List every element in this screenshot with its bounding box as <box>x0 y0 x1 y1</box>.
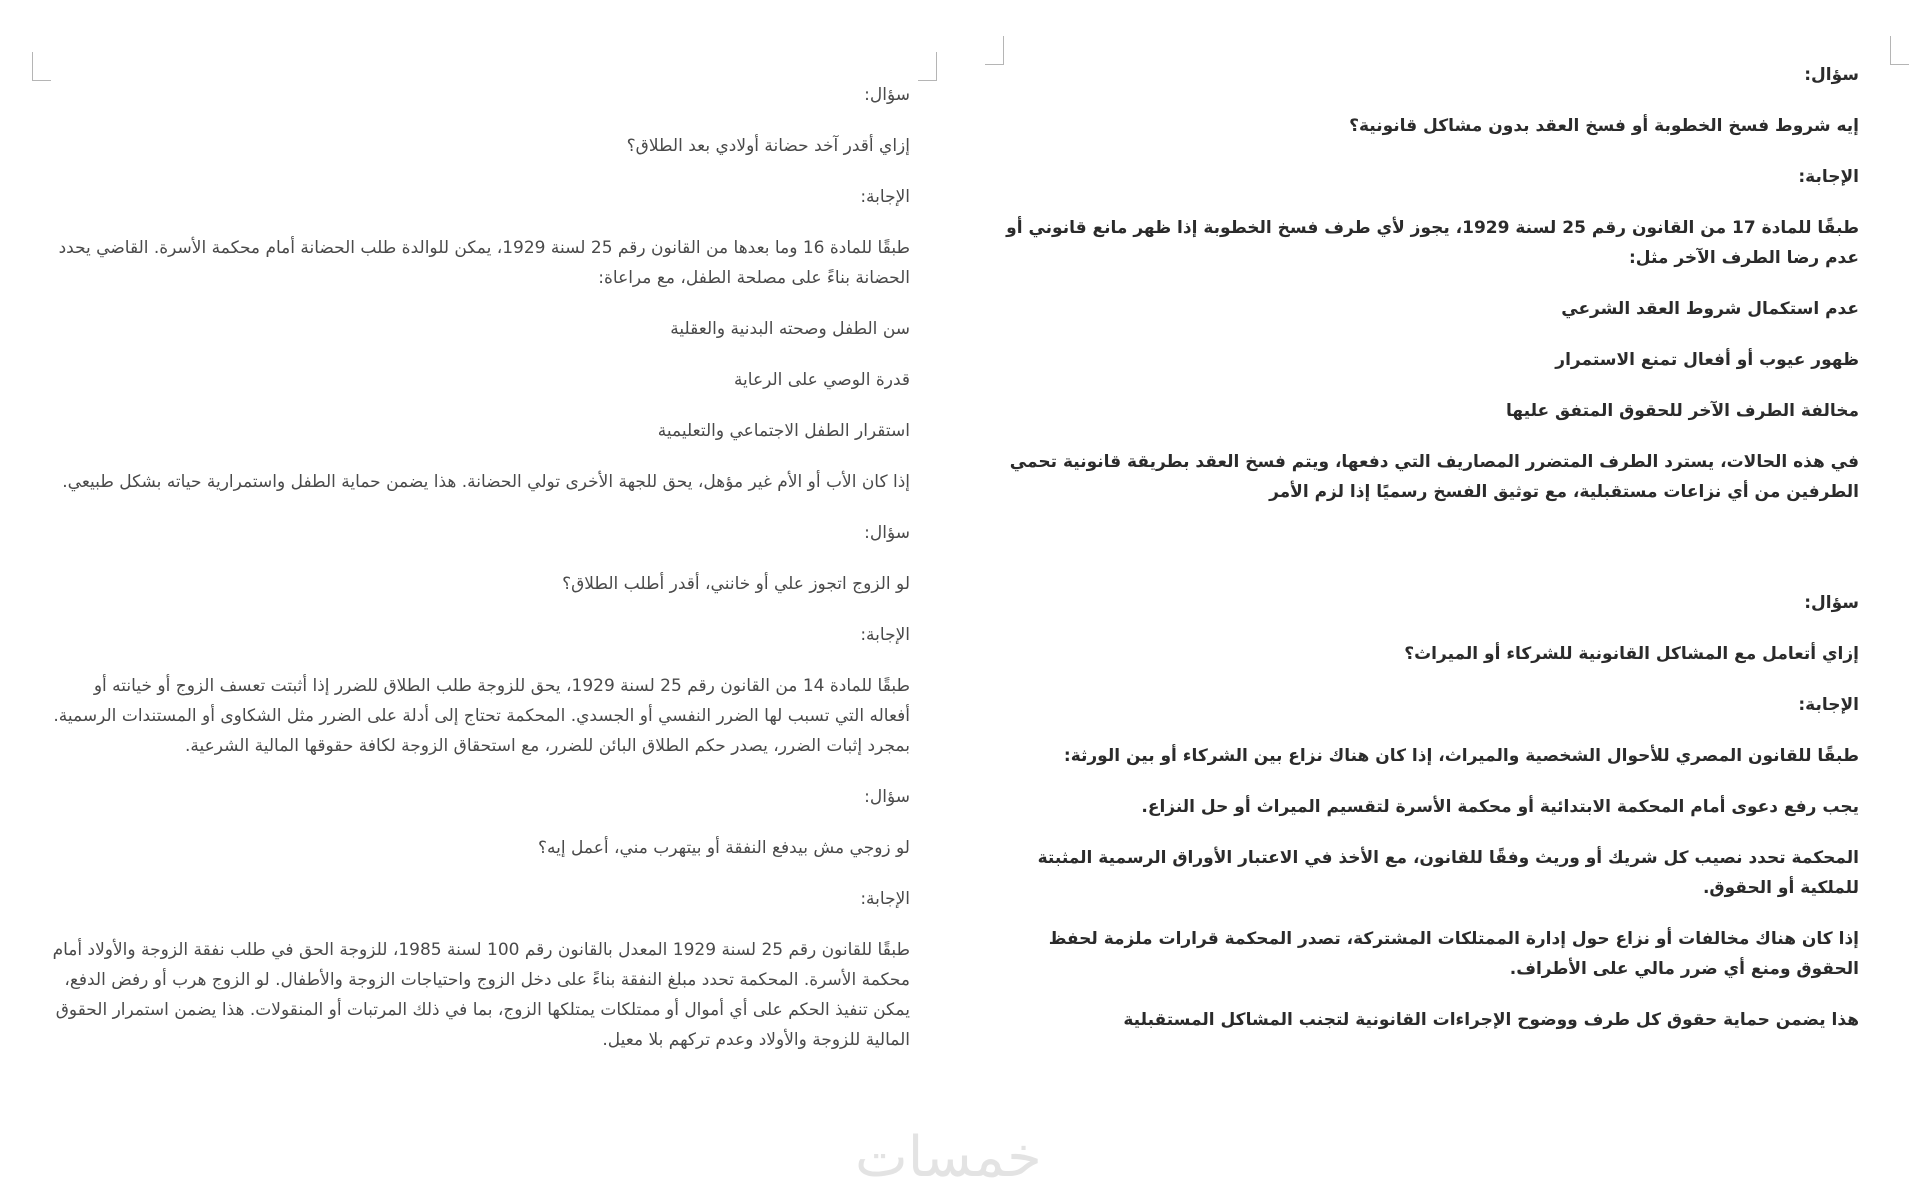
question-label: سؤال: <box>1804 65 1859 85</box>
question-text: لو الزوج اتجوز علي أو خانني، أقدر أطلب الطلاق؟ <box>562 574 910 594</box>
question-label: سؤال: <box>864 85 910 105</box>
answer-label: الإجابة: <box>1798 167 1859 187</box>
answer-item: استقرار الطفل الاجتماعي والتعليمية <box>657 421 910 441</box>
question-text: إيه شروط فسخ الخطوبة أو فسخ العقد بدون مشاكل قانونية؟ <box>1349 116 1859 136</box>
answer-intro: طبقًا للقانون المصري للأحوال الشخصية والميراث، إذا كان هناك نزاع بين الشركاء أو بين الورثة: <box>1063 746 1859 766</box>
page-text <box>995 60 1859 1056</box>
question-text: إزاي أتعامل مع المشاكل القانونية للشركاء أو الميراث؟ <box>1404 644 1859 664</box>
page-corner-marker <box>918 52 937 81</box>
answer-text: طبقًا للقانون رقم 25 لسنة 1929 المعدل بالقانون رقم 100 لسنة 1985، للزوجة الحق في طلب نفقة الزوجة والأولاد أمام محكمة الأسرة. المحكمة تحدد مبلغ النفقة بناءً على دخل الزوج واحتياجات الزوجة والأطفال. لو الزوج هرب أو رفض الدفع، يمكن تنفيذ الحكم على أي أموال أو ممتلكات يمتلكها الزوج، بما في ذلك المرتبات أو المنقولات. هذا يضمن استمرار الحقوق المالية للزوجة والأولاد وعدم تركهم بلا معيل. <box>52 940 910 1050</box>
answer-item: سن الطفل وصحته البدنية والعقلية <box>670 319 910 339</box>
answer-label: الإجابة: <box>1798 695 1859 715</box>
qa-block <box>48 80 910 497</box>
answer-item: إذا كان هناك مخالفات أو نزاع حول إدارة الممتلكات المشتركة، تصدر المحكمة قرارات ملزمة لحفظ الحقوق ومنع أي ضرر مالي على الأطراف. <box>1048 929 1859 979</box>
question-text: لو زوجي مش بيدفع النفقة أو بيتهرب مني، أعمل إيه؟ <box>538 838 910 858</box>
answer-intro: طبقًا للمادة 16 وما بعدها من القانون رقم 25 لسنة 1929، يمكن للوالدة طلب الحضانة أمام محكمة الأسرة. القاضي يحدد الحضانة بناءً على مصلحة الطفل، مع مراعاة: <box>58 238 910 288</box>
qa-block <box>995 588 1859 1035</box>
page-corner-marker <box>32 52 51 81</box>
answer-text: طبقًا للمادة 14 من القانون رقم 25 لسنة 1929، يحق للزوجة طلب الطلاق للضرر إذا أثبتت تعسف الزوج أو خيانته أو أفعاله التي تسبب لها الضرر النفسي أو الجسدي. المحكمة تحتاج إلى أدلة على الضرر مثل الشكاوى أو المستندات الرسمية. بمجرد إثبات الضرر، يصدر حكم الطلاق البائن للضرر، مع استحقاق الزوجة لكافة حقوقها المالية الشرعية. <box>53 676 910 756</box>
answer-item: عدم استكمال شروط العقد الشرعي <box>1561 299 1859 319</box>
document-page-right <box>985 0 1920 1203</box>
question-text: إزاي أقدر آخد حضانة أولادي بعد الطلاق؟ <box>626 136 910 156</box>
answer-item: مخالفة الطرف الآخر للحقوق المتفق عليها <box>1506 401 1859 421</box>
question-label: سؤال: <box>864 523 910 543</box>
answer-label: الإجابة: <box>860 187 910 207</box>
page-text <box>48 80 910 1076</box>
watermark-logo: خمسات <box>855 1125 1042 1190</box>
answer-intro: طبقًا للمادة 17 من القانون رقم 25 لسنة 1929، يجوز لأي طرف فسخ الخطوبة إذا ظهر مانع قانوني أو عدم رضا الطرف الآخر مثل: <box>1006 218 1859 268</box>
qa-block <box>48 782 910 1055</box>
answer-item: قدرة الوصي على الرعاية <box>733 370 910 390</box>
question-label: سؤال: <box>864 787 910 807</box>
answer-label: الإجابة: <box>860 625 910 645</box>
answer-conclusion: في هذه الحالات، يسترد الطرف المتضرر المصاريف التي دفعها، ويتم فسخ العقد بطريقة قانونية تحمي الطرفين من أي نزاعات مستقبلية، مع توثيق الفسخ رسميًا إذا لزم الأمر <box>1009 452 1859 502</box>
answer-conclusion: هذا يضمن حماية حقوق كل طرف ووضوح الإجراءات القانونية لتجنب المشاكل المستقبلية <box>1123 1010 1859 1030</box>
answer-label: الإجابة: <box>860 889 910 909</box>
qa-block <box>995 60 1859 507</box>
answer-item: يجب رفع دعوى أمام المحكمة الابتدائية أو محكمة الأسرة لتقسيم الميراث أو حل النزاع. <box>1141 797 1859 817</box>
answer-item: ظهور عيوب أو أفعال تمنع الاستمرار <box>1555 350 1859 370</box>
answer-conclusion: إذا كان الأب أو الأم غير مؤهل، يحق للجهة الأخرى تولي الحضانة. هذا يضمن حماية الطفل واستمرارية حياته بشكل طبيعي. <box>62 472 910 492</box>
question-label: سؤال: <box>1804 593 1859 613</box>
answer-item: المحكمة تحدد نصيب كل شريك أو وريث وفقًا للقانون، مع الأخذ في الاعتبار الأوراق الرسمية المثبتة للملكية أو الحقوق. <box>1037 848 1859 898</box>
qa-block <box>48 518 910 761</box>
page-corner-marker <box>1890 36 1909 65</box>
document-page-left <box>0 0 940 1203</box>
